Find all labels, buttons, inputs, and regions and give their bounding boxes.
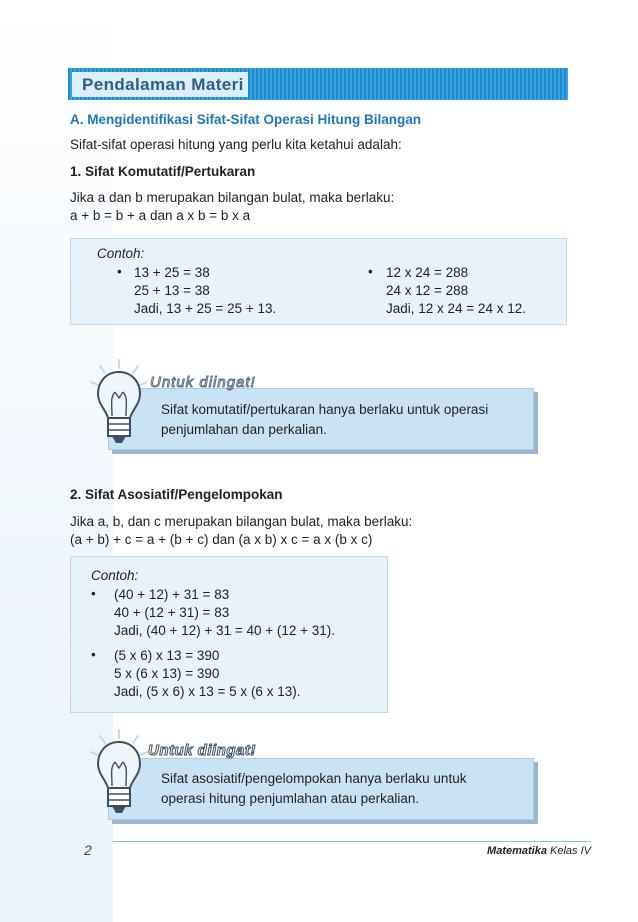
book-title-bold: Matematika <box>487 845 547 857</box>
example-1 <box>114 586 335 640</box>
example-line: Jadi, 12 x 24 = 24 x 12. <box>386 301 526 316</box>
note-line: penjumlahan dan perkalian. <box>161 422 327 437</box>
book-title-rest: Kelas IV <box>546 845 591 857</box>
page-number: 2 <box>84 842 92 858</box>
example-line: Jadi, (40 + 12) + 31 = 40 + (12 + 31). <box>114 623 336 638</box>
sub1-line2: a + b = b + a dan a x b = b x a <box>70 208 251 223</box>
page-title: Pendalaman Materi <box>82 74 244 94</box>
example-line: Jadi, 13 + 25 = 25 + 13. <box>134 301 277 316</box>
bullet: • <box>91 586 96 601</box>
section-heading: A. Mengidentifikasi Sifat-Sifat Operasi Hitung Bilangan <box>70 112 422 127</box>
note-line: Sifat asosiatif/pengelompokan hanya berlaku untuk <box>161 771 467 786</box>
example-line: 25 + 13 = 38 <box>134 283 210 298</box>
example-line: 12 x 24 = 288 <box>386 265 469 280</box>
bullet: • <box>368 264 373 279</box>
note-heading: Untuk diingat! <box>150 374 256 391</box>
bullet: • <box>91 647 96 662</box>
footer-divider <box>113 841 591 842</box>
example-line: 24 x 12 = 288 <box>386 283 469 298</box>
example-box-2 <box>70 556 388 713</box>
example-line: 40 + (12 + 31) = 83 <box>114 605 230 620</box>
example-line: Jadi, (5 x 6) x 13 = 5 x (6 x 13). <box>114 684 301 699</box>
example-left <box>134 264 276 318</box>
note-line: operasi hitung penjumlahan atau perkalian. <box>161 791 420 806</box>
intro-text: Sifat-sifat operasi hitung yang perlu kita ketahui adalah: <box>70 137 402 152</box>
lightbulb-icon <box>88 358 150 450</box>
contoh-label: Contoh: <box>91 568 139 583</box>
example-box-1 <box>70 238 567 325</box>
sub2-line1: Jika a, b, dan c merupakan bilangan bulat, maka berlaku: <box>70 514 413 529</box>
example-right <box>386 264 526 318</box>
contoh-label: Contoh: <box>97 246 145 261</box>
note-box-1 <box>108 388 534 450</box>
sub2-heading: 2. Sifat Asosiatif/Pengelompokan <box>70 487 283 502</box>
bullet: • <box>117 264 122 279</box>
lightbulb-icon <box>88 728 150 820</box>
sub1-line1: Jika a dan b merupakan bilangan bulat, maka berlaku: <box>70 190 395 205</box>
example-line: 5 x (6 x 13) = 390 <box>114 666 220 681</box>
note-line: Sifat komutatif/pertukaran hanya berlaku untuk operasi <box>161 402 489 417</box>
footer-book-title <box>487 845 591 857</box>
example-2 <box>114 647 300 701</box>
title-box <box>72 72 248 97</box>
note-box-2 <box>108 758 534 820</box>
sub1-heading: 1. Sifat Komutatif/Pertukaran <box>70 164 256 179</box>
example-line: (5 x 6) x 13 = 390 <box>114 648 220 663</box>
example-line: 13 + 25 = 38 <box>134 265 210 280</box>
sub2-line2: (a + b) + c = a + (b + c) dan (a x b) x c = a x (b x c) <box>70 532 373 547</box>
note-heading: Untuk diingat! <box>148 742 256 759</box>
example-line: (40 + 12) + 31 = 83 <box>114 587 230 602</box>
